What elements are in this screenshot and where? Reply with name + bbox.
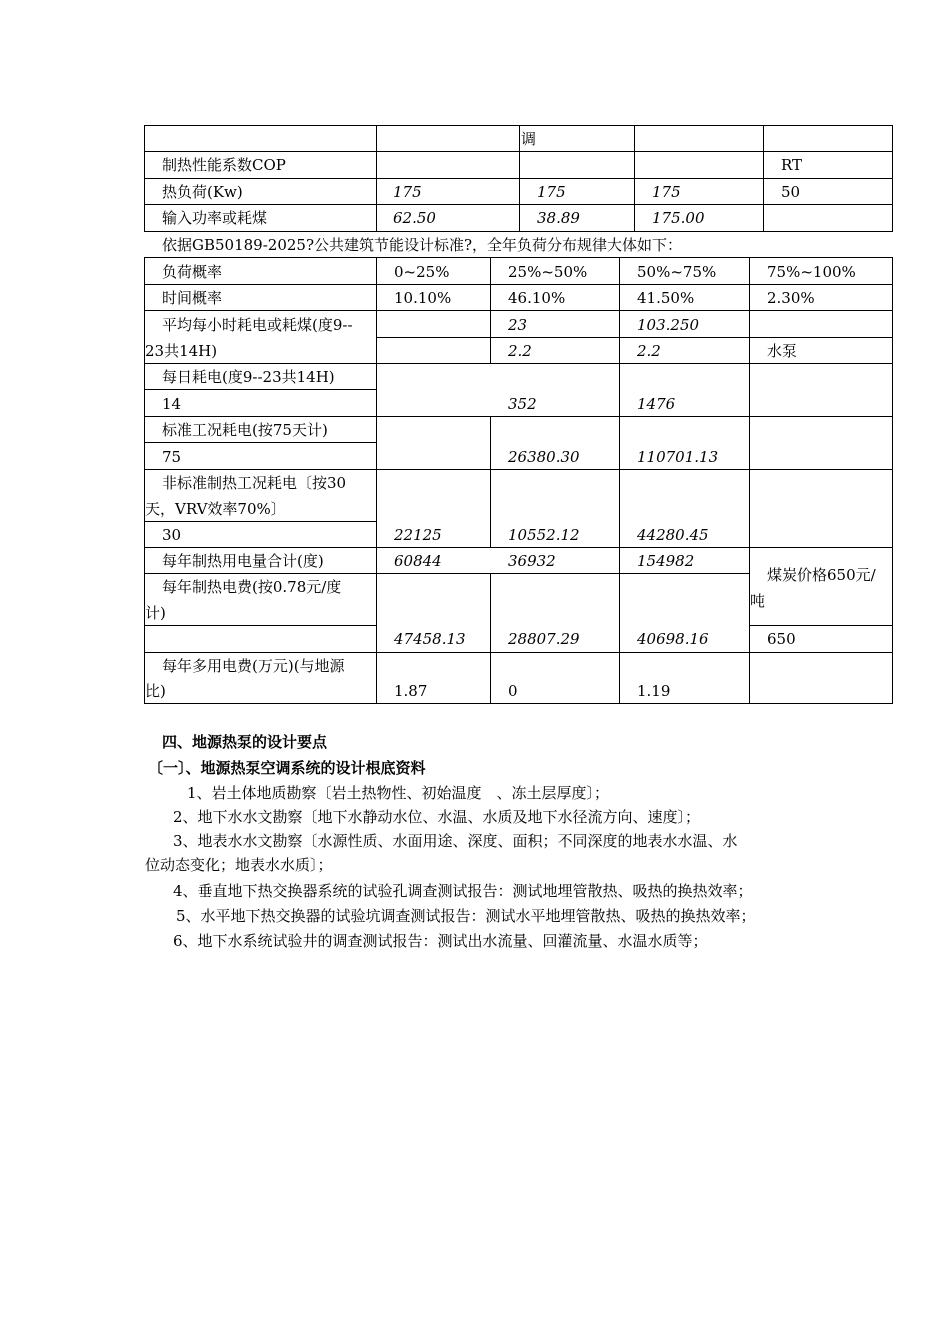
table-cell: 23 [508,316,528,334]
row-label-load-rate: 负荷概率 [162,263,223,281]
row-label-nonstandard-cont: 天，VRV效率70%〕 [145,500,286,518]
table-cell: 41.50% [637,289,695,307]
table-rule [144,257,893,258]
table-rule [519,125,520,232]
table-cell: 10.10% [394,289,452,307]
table-cell: 44280.45 [637,526,709,544]
table-rule [144,363,893,364]
table-cell: 175 [393,183,422,201]
standard-note: 依据GB50189-2025?公共建筑节能设计标准?，全年负荷分布规律大体如下： [162,236,683,254]
table-rule [144,469,893,470]
table-cell: 110701.13 [637,448,719,466]
table-cell: 水泵 [767,342,798,360]
table-cell: 1476 [637,395,676,413]
table-cell: 26380.30 [508,448,580,466]
table-rule [490,416,491,548]
table-cell: 0~25% [394,263,450,281]
table-cell: 1.19 [637,682,671,700]
row-label-extra-fee-cont: 比) [145,682,166,700]
table-rule [763,125,764,232]
table-cell: 50%~75% [637,263,717,281]
table-rule [376,337,893,338]
row-label-extra-fee: 每年多用电费(万元)(与地源 [162,657,345,675]
table-header-cell: 调 [521,130,537,148]
table-cell: 50 [781,183,801,201]
table-rule [144,521,377,522]
table-cell: 75 [162,448,182,466]
table-cell: 62.50 [393,209,436,227]
table-cell: 2.2 [637,342,661,360]
table-rule [634,125,635,232]
table-rule [490,573,491,704]
table-cell: 30 [162,526,182,544]
table-cell: 352 [508,395,537,413]
row-label-yearly-total: 每年制热用电量合计(度) [162,552,324,570]
row-label-daily: 每日耗电(度9--23共14H) [162,368,335,386]
row-label-standard: 标准工况耗电(按75天计) [162,421,328,439]
table-rule [144,703,893,704]
table-cell: 103.250 [637,316,700,334]
row-label-time-rate: 时间概率 [162,289,223,307]
table-cell: 60844 [394,552,442,570]
table-cell: 25%~50% [508,263,588,281]
table-cell: 175 [537,183,566,201]
table-rule [376,257,377,704]
row-label-yearly-fee-cont: 计) [145,604,166,622]
row-label-avg-hour: 平均每小时耗电或耗煤(度9-- [162,316,353,334]
table-rule [144,416,893,417]
table-cell: 0 [508,682,518,700]
table-rule [144,652,893,653]
coal-price-label: 煤炭价格650元/ [767,566,876,584]
table-rule [749,257,750,704]
table-rule [376,125,377,232]
list-item: 5、水平地下热交换器的试验坑调查测试报告：测试水平地埋管散热、吸热的换热效率； [176,907,756,925]
table-cell: 1.87 [394,682,428,700]
table-cell: 28807.29 [508,630,580,648]
table-rule [749,625,893,626]
table-rule [144,389,377,390]
list-item: 1、岩土体地质勘察〔岩土热物性、初始温度 、冻土层厚度〕； [187,784,610,802]
table-cell: 175.00 [652,209,705,227]
list-item: 3、地表水水文勘察〔水源性质、水面用途、深度、面积；不同深度的地表水水温、水 [173,832,738,850]
table-cell: 40698.16 [637,630,709,648]
section-heading: 四、地源热泵的设计要点 [162,733,328,751]
list-item: 6、地下水系统试验井的调查测试报告：测试出水流量、回灌流量、水温水质等； [173,932,708,950]
list-item-cont: 位动态变化；地表水水质〕； [145,856,333,874]
table-rule [144,125,145,232]
table-cell: 2.2 [508,342,532,360]
table-cell: 75%~100% [767,263,856,281]
section-subheading: 〔一〕、地源热泵空调系统的设计根底资料 [148,759,426,777]
table-cell: 38.89 [537,209,580,227]
table-rule [144,284,893,285]
row-label-input-power: 输入功率或耗煤 [162,209,268,227]
table-rule [892,125,893,232]
row-label-nonstandard: 非标准制热工况耗电〔按30 [162,474,347,492]
table-cell: 46.10% [508,289,566,307]
table-cell: RT [781,156,803,174]
table-cell: 22125 [394,526,442,544]
table-rule [144,310,893,311]
list-item: 2、地下水水文勘察〔地下水静动水位、水温、水质及地下水径流方向、速度〕； [173,808,701,826]
table-cell: 154982 [637,552,695,570]
table-cell: 36932 [508,552,556,570]
table-rule [144,573,750,574]
row-label-cop: 制热性能系数COP [162,156,286,174]
table-rule [619,257,620,704]
table-rule [144,257,145,704]
table-rule [892,257,893,704]
coal-price-label-cont: 吨 [750,592,766,610]
table-cell: 10552.12 [508,526,580,544]
table-cell: 175 [652,183,681,201]
list-item: 4、垂直地下热交换器系统的试验孔调查测试报告：测试地埋管散热、吸热的换热效率； [173,882,753,900]
row-label-yearly-fee: 每年制热电费(按0.78元/度 [162,578,342,596]
table-cell: 14 [162,395,182,413]
row-label-heat-load: 热负荷(Kw) [162,183,243,201]
table-rule [144,547,893,548]
table-rule [490,257,491,364]
table-rule [144,625,377,626]
table-cell: 2.30% [767,289,815,307]
coal-price-value: 650 [767,630,796,648]
table-cell: 47458.13 [394,630,466,648]
row-label-avg-hour-cont: 23共14H) [145,342,218,360]
table-rule [144,442,377,443]
